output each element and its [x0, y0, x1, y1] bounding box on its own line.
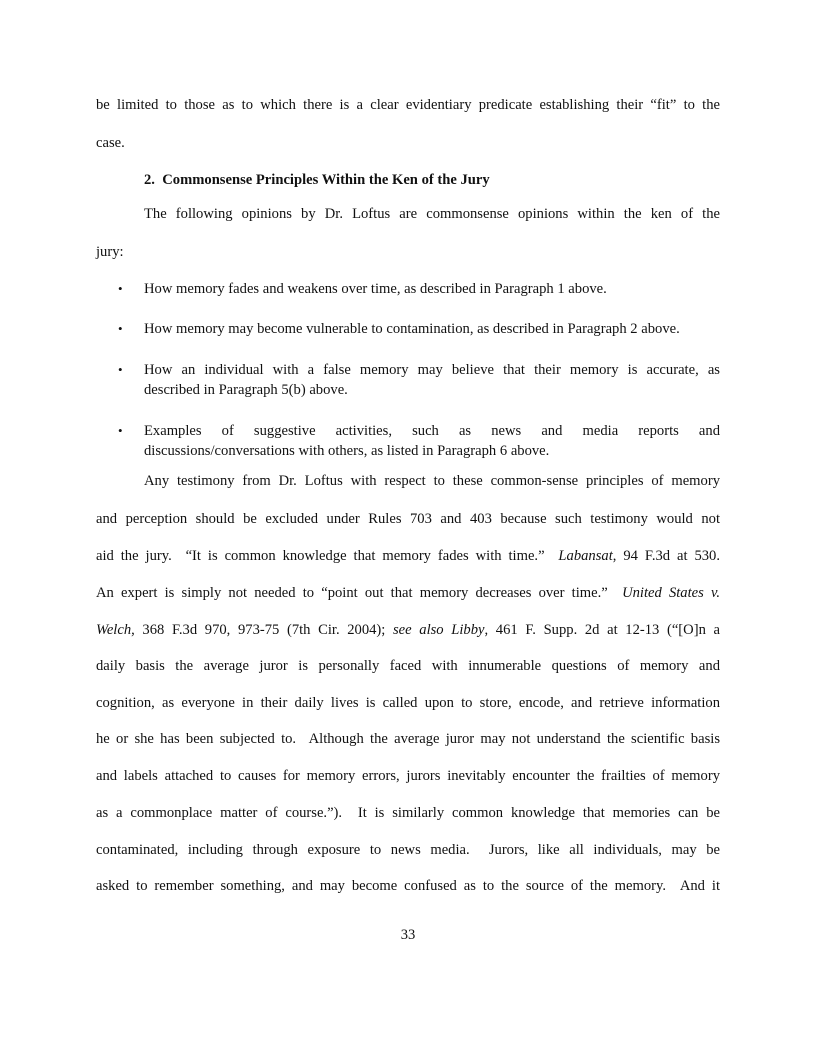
bullet-item-3-line-2: described in Paragraph 5(b) above.: [144, 382, 348, 398]
case-citation: Welch: [96, 622, 132, 638]
bullet-item-4-line-2: discussions/conversations with others, as listed in Paragraph 6 above.: [144, 443, 550, 459]
bullet-item-4-line-1: Examples of suggestive activities, such as news and media reports and: [144, 423, 720, 439]
bullet-icon: •: [118, 362, 123, 377]
body-line-6: daily basis the average juror is personally faced with innumerable questions of memory and: [96, 658, 720, 674]
body-line-1: Any testimony from Dr. Loftus with respect to these common-sense principles of memory: [144, 473, 720, 489]
body-text: , 94 F.3d at 530.: [612, 548, 720, 564]
body-line-4: [96, 584, 720, 602]
bullet-icon: •: [118, 423, 123, 438]
body-text: An expert is simply not needed to “point out that memory decreases over time.”: [96, 585, 623, 601]
body-line-11: contaminated, including through exposure to news media. Jurors, like all individuals, may be: [96, 842, 720, 858]
body-line-3: [96, 547, 720, 565]
page-number: 33: [400, 927, 416, 943]
case-citation: Labansat: [558, 548, 613, 564]
body-line-7: cognition, as everyone in their daily lives is called upon to store, encode, and retrieve information: [96, 695, 720, 711]
body-line-10: as a commonplace matter of course.”). It is similarly common knowledge that memories can be: [96, 805, 720, 821]
body-text: , 461 F. Supp. 2d at 12-13 (“[O]n a: [484, 622, 720, 638]
lead-line-1: The following opinions by Dr. Loftus are commonsense opinions within the ken of the: [144, 206, 720, 222]
body-line-12: asked to remember something, and may become confused as to the source of the memory. And it: [96, 878, 720, 894]
case-citation: United States v.: [622, 585, 721, 601]
section-heading: 2. Commonsense Principles Within the Ken of the Jury: [144, 172, 490, 188]
intro-line-2: case.: [96, 135, 125, 151]
signal-citation: see also Libby: [393, 622, 485, 638]
bullet-item-2: How memory may become vulnerable to contamination, as described in Paragraph 2 above.: [144, 321, 680, 337]
bullet-icon: •: [118, 281, 123, 296]
body-line-8: he or she has been subjected to. Although the average juror may not understand the scientific basis: [96, 731, 720, 747]
body-line-2: and perception should be excluded under Rules 703 and 403 because such testimony would not: [96, 511, 720, 527]
bullet-item-1: How memory fades and weakens over time, as described in Paragraph 1 above.: [144, 281, 607, 297]
intro-line-1: be limited to those as to which there is a clear evidentiary predicate establishing their “fit” to the: [96, 97, 720, 113]
body-text: aid the jury. “It is common knowledge that memory fades with time.”: [96, 548, 559, 564]
body-line-5: [96, 621, 720, 639]
body-text: , 368 F.3d 970, 973-75 (7th Cir. 2004);: [131, 622, 393, 638]
body-line-9: and labels attached to causes for memory errors, jurors inevitably encounter the frailties of memory: [96, 768, 720, 784]
lead-line-2: jury:: [96, 244, 124, 260]
bullet-item-3-line-1: How an individual with a false memory may believe that their memory is accurate, as: [144, 362, 720, 378]
bullet-icon: •: [118, 321, 123, 336]
